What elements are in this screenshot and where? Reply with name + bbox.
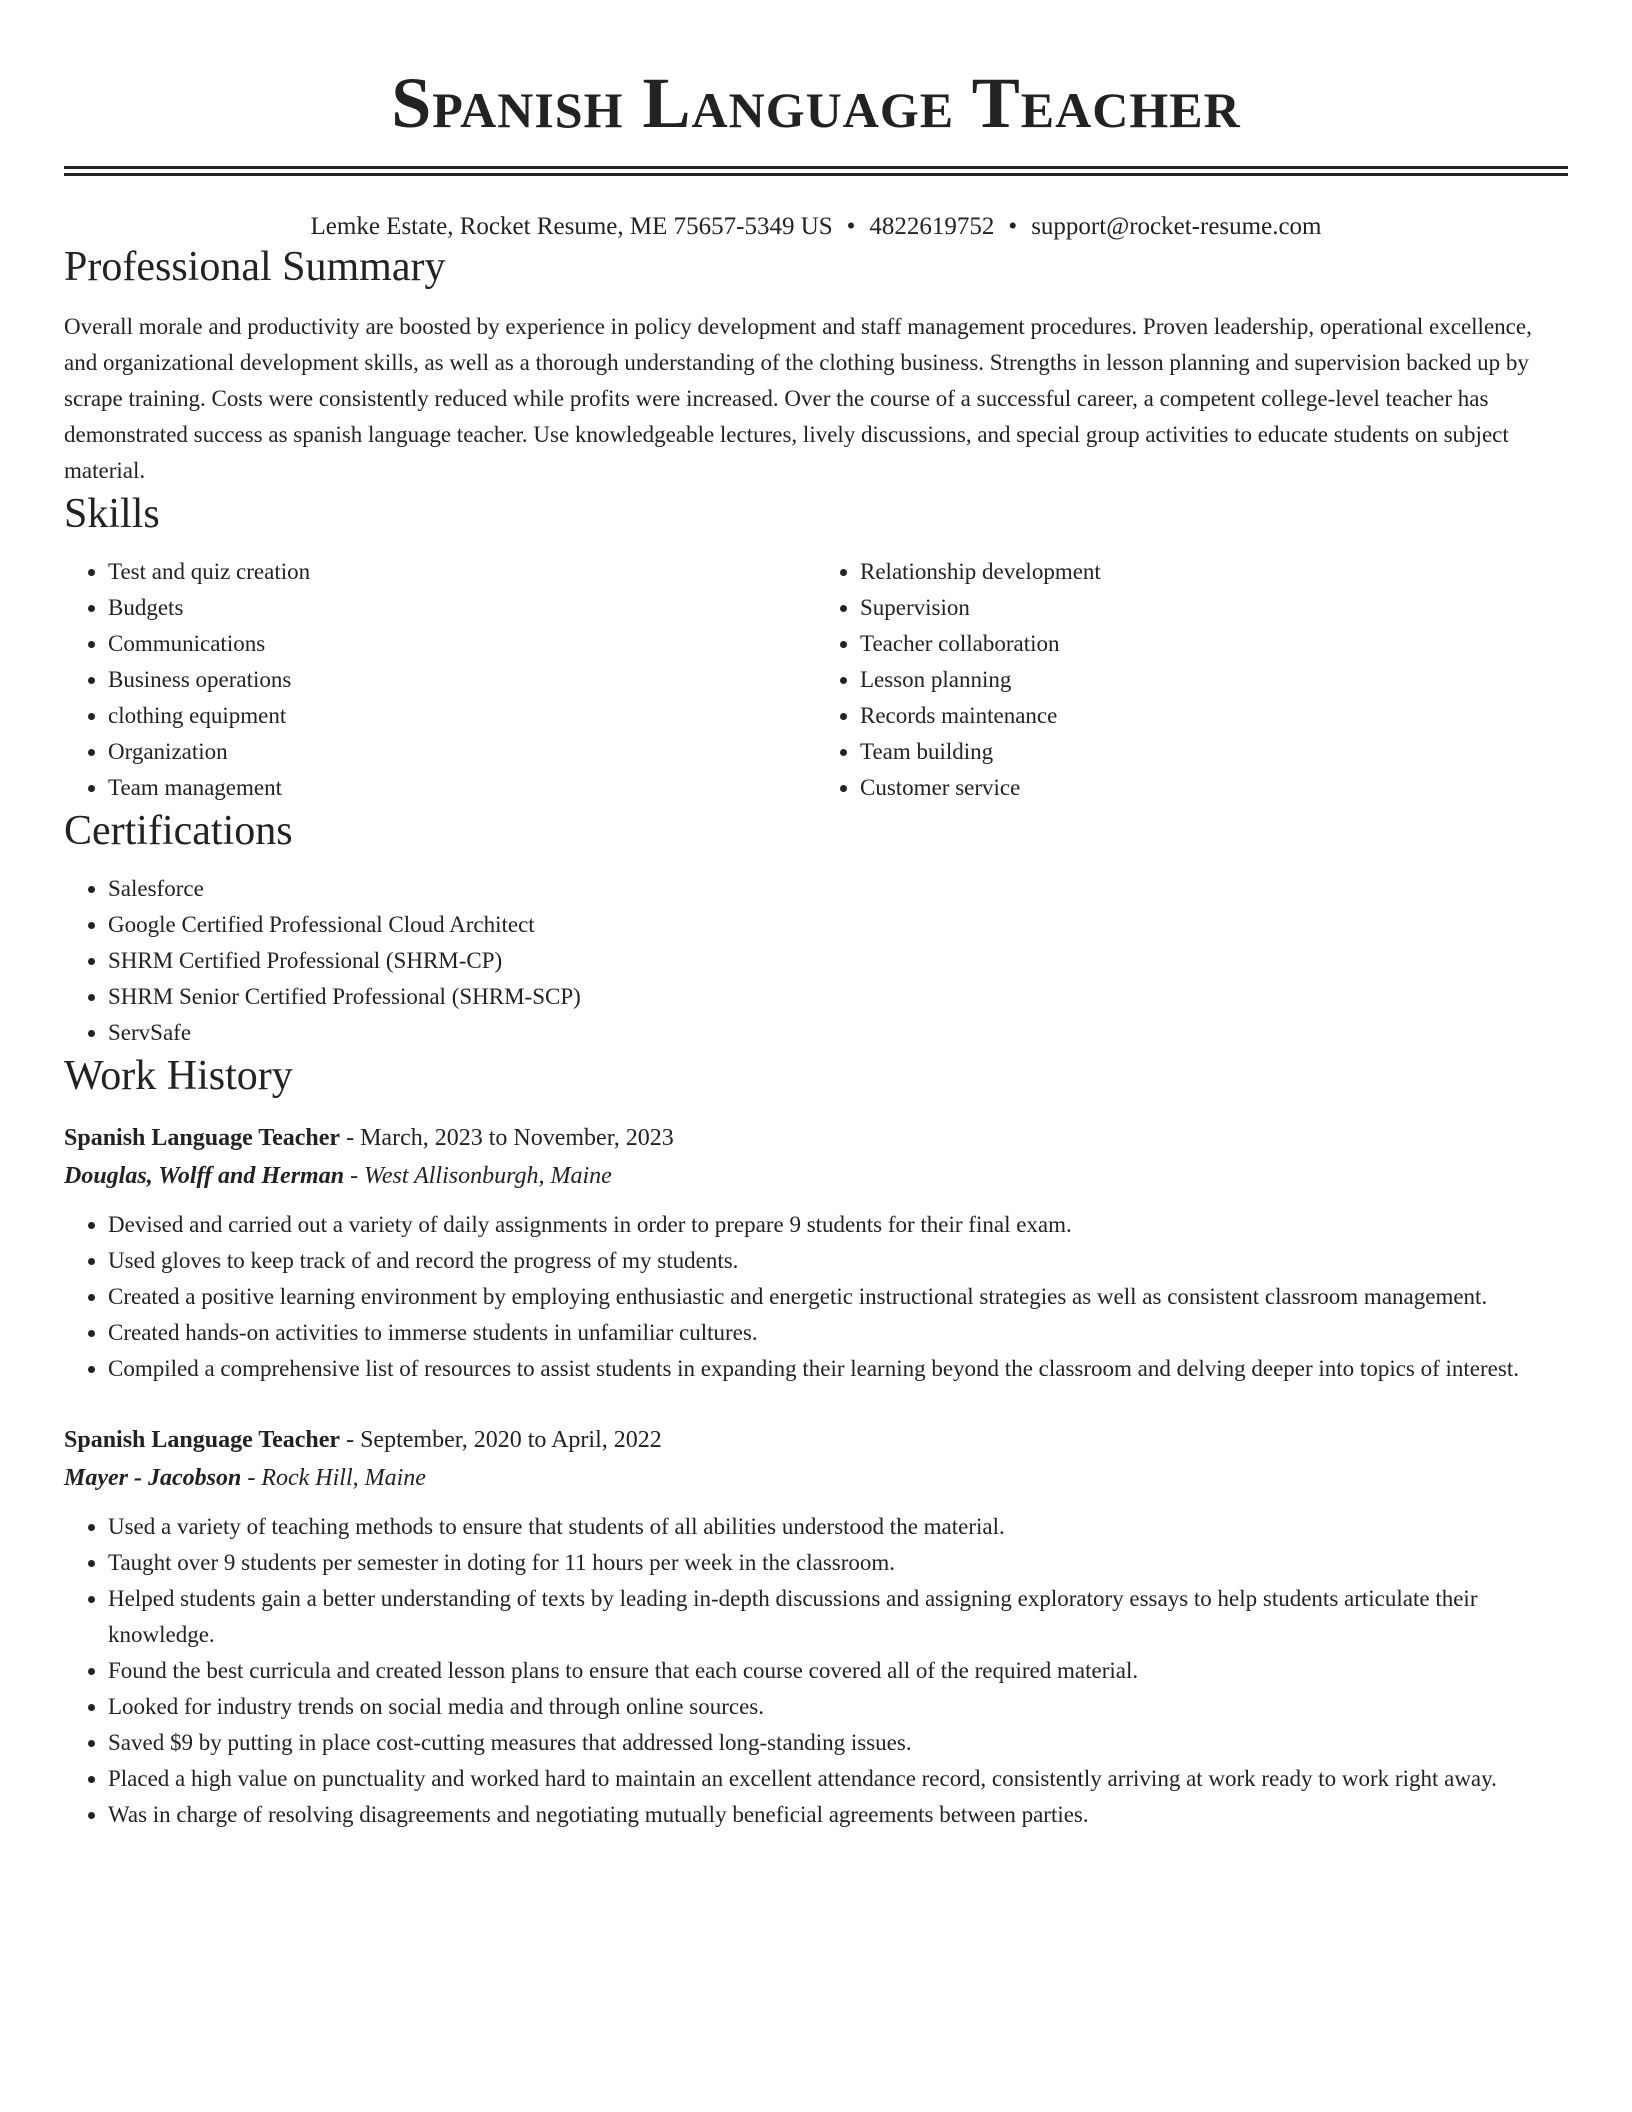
skill-item: • Test and quiz creation bbox=[108, 554, 816, 590]
job-bullet: • Compiled a comprehensive list of resources to assist students in expanding their learning beyond the classroom and delving deeper into topics of interest. bbox=[108, 1351, 1568, 1387]
skill-item: • clothing equipment bbox=[108, 698, 816, 734]
job-bullet: • Found the best curricula and created lesson plans to ensure that each course covered all of the required material. bbox=[108, 1653, 1568, 1689]
title-divider bbox=[64, 166, 1568, 176]
job-company-line bbox=[64, 1157, 1568, 1195]
job-bullet: • Used gloves to keep track of and record the progress of my students. bbox=[108, 1243, 1568, 1279]
job-bullets bbox=[64, 1509, 1568, 1833]
job-title-line bbox=[64, 1421, 1568, 1459]
skill-item: • Relationship development bbox=[860, 554, 1568, 590]
skills-column-left bbox=[64, 554, 816, 806]
contact-separator: • bbox=[1008, 213, 1018, 240]
certifications-heading: Certifications bbox=[64, 808, 293, 854]
skill-item: • Communications bbox=[108, 626, 816, 662]
job-bullet: • Taught over 9 students per semester in doting for 11 hours per week in the classroom. bbox=[108, 1545, 1568, 1581]
certification-item: • Salesforce bbox=[108, 871, 1568, 907]
work-history-heading: Work History bbox=[64, 1053, 293, 1099]
summary-text: Overall morale and productivity are boosted by experience in policy development and staff management procedures. Proven leadership, operational excellence, and organizational development skills, as well as a thorough understanding of the clothing business. Strengths in lesson planning and supervision backed up by scrape training. Costs were consistently reduced while profits were increased. Over the course of a successful career, a competent college-level teacher has demonstrated success as spanish language teacher. Use knowledgeable lectures, lively discussions, and special group activities to educate students on subject material. bbox=[64, 314, 1532, 483]
certification-item: • Google Certified Professional Cloud Architect bbox=[108, 907, 1568, 943]
skill-item: • Supervision bbox=[860, 590, 1568, 626]
job-bullet: • Looked for industry trends on social media and through online sources. bbox=[108, 1689, 1568, 1725]
contact-phone: 4822619752 bbox=[869, 213, 995, 240]
job-role: Spanish Language Teacher bbox=[64, 1427, 341, 1453]
job-entry bbox=[64, 1119, 1568, 1387]
skill-item: • Team management bbox=[108, 770, 816, 806]
job-dates: - September, 2020 to April, 2022 bbox=[340, 1427, 662, 1453]
job-bullet: • Used a variety of teaching methods to ensure that students of all abilities understood the material. bbox=[108, 1509, 1568, 1545]
job-company-line bbox=[64, 1459, 1568, 1497]
job-bullet: • Devised and carried out a variety of daily assignments in order to prepare 9 students for their final exam. bbox=[108, 1207, 1568, 1243]
skill-item: • Business operations bbox=[108, 662, 816, 698]
certification-item: • ServSafe bbox=[108, 1015, 1568, 1051]
job-entry bbox=[64, 1421, 1568, 1833]
skill-item: • Lesson planning bbox=[860, 662, 1568, 698]
skill-item: • Customer service bbox=[860, 770, 1568, 806]
skill-item: • Budgets bbox=[108, 590, 816, 626]
skills-column-right bbox=[816, 554, 1568, 806]
skills-grid bbox=[64, 554, 1568, 806]
job-company: Douglas, Wolff and Herman bbox=[64, 1163, 345, 1189]
job-role: Spanish Language Teacher bbox=[64, 1125, 341, 1151]
job-bullet: • Created hands-on activities to immerse students in unfamiliar cultures. bbox=[108, 1315, 1568, 1351]
skill-item: • Teacher collaboration bbox=[860, 626, 1568, 662]
job-bullets bbox=[64, 1207, 1568, 1387]
job-location: - Rock Hill, Maine bbox=[241, 1465, 426, 1491]
job-bullet: • Saved $9 by putting in place cost-cutting measures that addressed long-standing issues. bbox=[108, 1725, 1568, 1761]
resume-title: Spanish Language Teacher bbox=[391, 63, 1241, 143]
job-dates: - March, 2023 to November, 2023 bbox=[340, 1125, 674, 1151]
job-company: Mayer - Jacobson bbox=[64, 1465, 242, 1491]
job-bullet: • Was in charge of resolving disagreements and negotiating mutually beneficial agreements between parties. bbox=[108, 1797, 1568, 1833]
skill-item: • Records maintenance bbox=[860, 698, 1568, 734]
job-bullet: • Created a positive learning environment by employing enthusiastic and energetic instructional strategies as well as consistent classroom management. bbox=[108, 1279, 1568, 1315]
job-title-line bbox=[64, 1119, 1568, 1157]
skills-heading: Skills bbox=[64, 491, 160, 537]
job-bullet: • Placed a high value on punctuality and worked hard to maintain an excellent attendance record, consistently arriving at work ready to work right away. bbox=[108, 1761, 1568, 1797]
contact-address: Lemke Estate, Rocket Resume, ME 75657-5349 US bbox=[310, 213, 833, 240]
certifications-list bbox=[64, 871, 1568, 1051]
contact-line bbox=[64, 212, 1568, 242]
certification-item: • SHRM Certified Professional (SHRM-CP) bbox=[108, 943, 1568, 979]
contact-separator: • bbox=[846, 213, 856, 240]
contact-email: support@rocket-resume.com bbox=[1031, 213, 1322, 240]
skill-item: • Organization bbox=[108, 734, 816, 770]
skill-item: • Team building bbox=[860, 734, 1568, 770]
summary-heading: Professional Summary bbox=[64, 244, 446, 290]
job-bullet: • Helped students gain a better understanding of texts by leading in-depth discussions and assigning exploratory essays to help students articulate their knowledge. bbox=[108, 1581, 1568, 1653]
certification-item: • SHRM Senior Certified Professional (SHRM-SCP) bbox=[108, 979, 1568, 1015]
job-location: - West Allisonburgh, Maine bbox=[344, 1163, 612, 1189]
